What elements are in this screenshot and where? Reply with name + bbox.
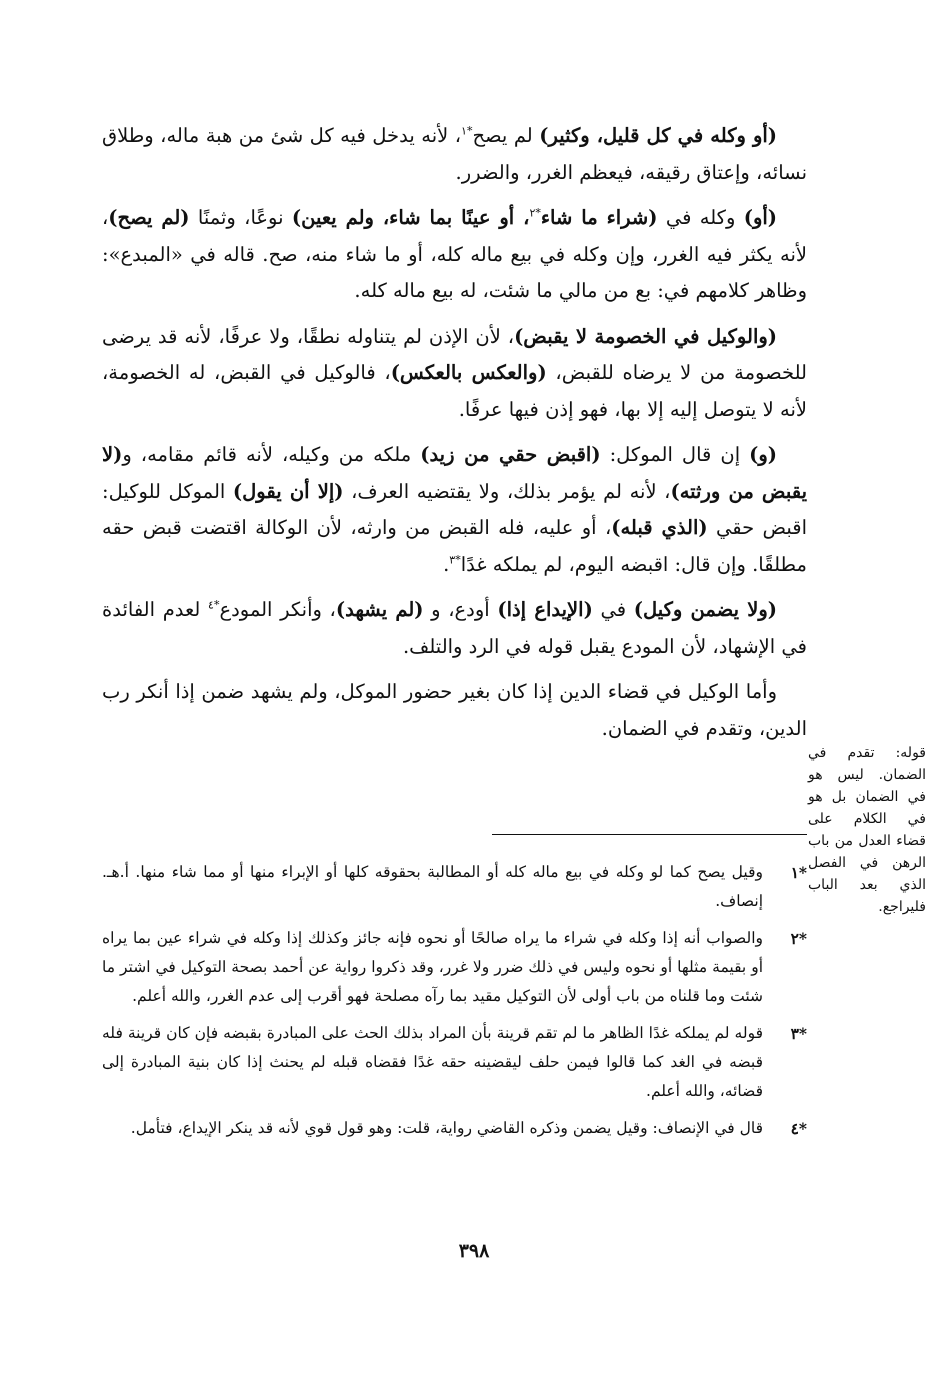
commentary-text: ، لأنه يدخل فيه كل شئ من هبة ماله، وطلاق نسائه، وإعتاق رقيقه، فيعظم الغرر، والضرر.	[102, 124, 807, 184]
commentary-text: ملكه من وكيله، لأنه قائم مقامه، و	[122, 443, 421, 466]
footnotes	[102, 858, 807, 1151]
footnote-mark: *٣	[790, 1024, 807, 1043]
footnote-divider	[492, 834, 807, 835]
matn-text: (الذي قبله)	[611, 516, 708, 539]
matn-text: (إلا أن يقول)	[232, 479, 344, 503]
matn-text: (الإيداع إذا)	[497, 598, 593, 621]
commentary-text: إن قال الموكل:	[600, 443, 750, 466]
paragraph-2	[102, 200, 807, 310]
footnote-text: قال في الإنصاف: وقيل يضمن وذكره القاضي رواية، قلت: وهو قول قوي لأنه قد ينكر الإيداع، فتأمل.	[130, 1119, 763, 1137]
footnote-mark: *٢	[790, 929, 807, 948]
commentary-text: ، وأنكر المودع	[219, 598, 336, 621]
commentary-text: ، لأنه لم يؤمر بذلك، ولا يقتضيه العرف،	[343, 479, 671, 503]
footnote-mark: *١	[790, 863, 807, 882]
matn-text: (لم يصح)	[108, 206, 190, 229]
matn-text: (لم يشهد)	[335, 598, 424, 621]
matn-text: (أو وكله في كل قليل، وكثير)	[539, 124, 778, 147]
matn-text: (ولا يضمن وكيل)	[633, 598, 777, 621]
commentary-text: لعدم الفائدة في الإشهاد، لأن المودع يقبل قوله في الرد والتلف.	[102, 598, 807, 658]
paragraph-5	[102, 592, 807, 665]
matn-text: (اقبض حقي من زيد)	[420, 443, 601, 466]
main-text	[102, 118, 807, 756]
commentary-text: لم يصح	[472, 124, 540, 147]
footnote-ref-4: *٤	[208, 598, 220, 612]
commentary-text: ، لأنه يكثر فيه الغرر، وإن وكله في بيع ماله كله، أو ما شاء منه، صح. قاله في «المبدع»: وظاهر كلامهم في: بع من مالي ما شئت، له بيع ماله كله.	[102, 206, 807, 302]
commentary-text: الموكل للوكيل: اقبض حقي	[102, 479, 808, 539]
footnote-1	[102, 858, 807, 916]
paragraph-4	[102, 437, 807, 583]
matn-text: (و)	[749, 443, 778, 466]
commentary-text: أودع، و	[423, 598, 498, 621]
commentary-text: ، لأن الإذن لم يتناوله نطقًا، ولا عرفًا، لأنه قد يرضى للخصومة من لا يرضاه للقبض،	[102, 324, 807, 384]
commentary-text: .	[443, 552, 450, 576]
paragraph-6: وأما الوكيل في قضاء الدين إذا كان بغير حضور الموكل، ولم يشهد ضمن إذا أنكر رب الدين، وتقدم في الضمان.	[102, 680, 807, 740]
footnote-ref-3: *٣	[449, 553, 461, 566]
footnote-2	[102, 924, 807, 1011]
matn-text: (لا يقبض من ورثته)	[102, 443, 807, 503]
footnote-3	[102, 1019, 807, 1106]
commentary-text: وكله في	[657, 206, 744, 229]
matn-text: ، أو عينًا بما شاء، ولم يعين)	[291, 206, 530, 229]
matn-text: (أو)	[743, 206, 778, 229]
footnote-mark: *٤	[790, 1119, 807, 1138]
footnote-text: والصواب أنه إذا وكله في شراء ما يراه صالحًا أو نحوه فإنه جائز وكذلك إذا وكله في شراء عين بما يراه أو بقيمة مثلها أو نحوه وليس في ذلك ضرر ولا غرر، وقد ذكروا رواية عن أحمد بصحة التوكيل في اشتر ما شئت وما قلناه من باب أولى لأن التوكيل مقيد بما رآه مصلحة فهو أقرب إلى عدم الغرر، والله أعلم.	[102, 929, 763, 1005]
footnote-ref-1: *١	[461, 124, 473, 138]
commentary-text: ، أو عليه، فله القبض من وارثه، لأن الوكالة اقتضت قبض حقه مطلقًا. وإن قال: اقبضه اليوم، لم يملكه غدًا	[102, 516, 807, 576]
commentary-text: ، فالوكيل في القبض، له الخصومة، لأنه لا يتوصل إليه إلا بها، فهو إذن فيها عرفًا.	[102, 361, 807, 421]
page-number: ٣٩٨	[458, 1240, 490, 1262]
commentary-text: نوعًا، وثمنًا	[189, 206, 292, 229]
commentary-text: في	[592, 598, 634, 621]
paragraph-3	[102, 319, 807, 429]
footnote-text: وقيل يصح كما لو وكله في بيع ماله كله أو المطالبة بحقوقه كلها أو الإبراء منها أو مما شاء منها. أ.هـ. إنصاف.	[102, 863, 763, 910]
matn-text: (شراء ما شاء	[540, 206, 658, 229]
matn-text: (والعكس بالعكس)	[390, 361, 547, 384]
footnote-4	[102, 1114, 807, 1143]
margin-note: قوله: تقدم في الضمان. ليس هو في الضمان بل هو في الكلام على قضاء العدل من باب الرهن في الفصل الذي بعد الباب فليراجع.	[808, 745, 926, 915]
paragraph-1	[102, 118, 807, 191]
matn-text: (والوكيل في الخصومة لا يقبض)	[514, 324, 778, 348]
footnote-ref-2: *٢	[529, 206, 541, 220]
footnote-text: قوله لم يملكه غدًا الظاهر ما لم تقم قرينة بأن المراد بذلك الحث على المبادرة بقبضه فإن كان قرينة فله قبضه في الغد كما قالوا فيمن حلف ليقضينه حقه غدًا فقضاه قبله لم يحنث إذا كان بنية المبادرة إلى قضائه، والله أعلم.	[102, 1024, 763, 1100]
